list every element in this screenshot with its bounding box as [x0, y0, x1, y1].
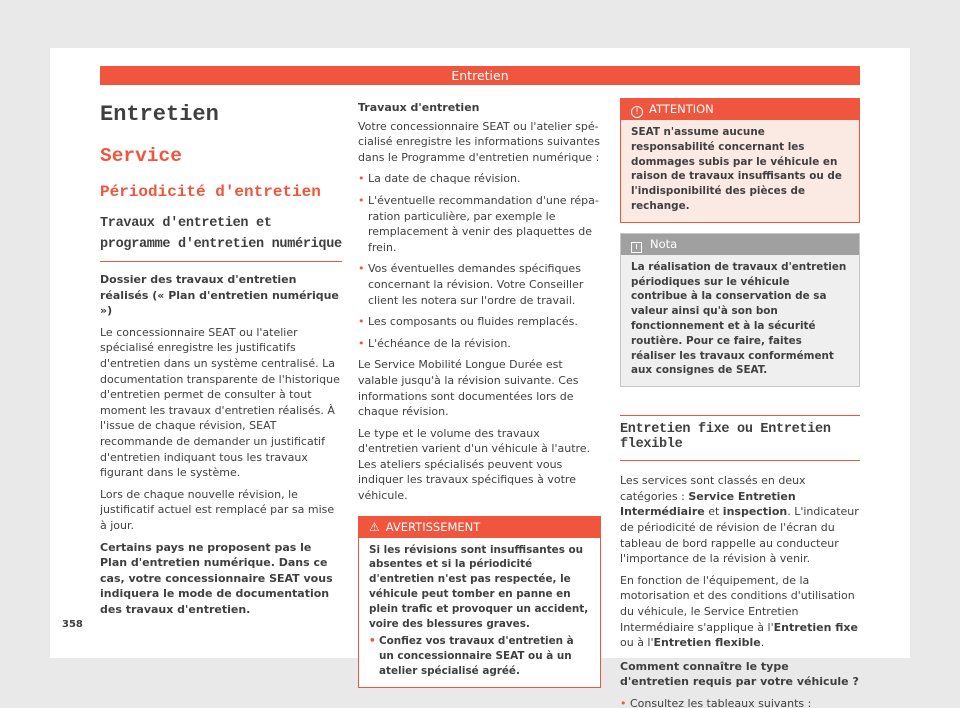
subheading-dossier: Dossier des travaux d'entretien réalisés (« Plan d'entretien numérique »): [100, 273, 339, 318]
warning-text: Si les révisions sont insuffisantes ou absentes et si la périodicité d'entretien n'est pas respectée, le véhicule peut tomber en panne en plein trafic et provoquer un accident, voire des blessures graves.: [369, 543, 589, 630]
nota-header: [621, 234, 859, 255]
warning-header: [359, 517, 600, 538]
text-run-bold: Service Entretien Intermédiaire: [620, 489, 796, 519]
warning-body: [359, 538, 600, 687]
info-circle-icon: !: [631, 106, 643, 118]
warning-title: AVERTISSEMENT: [385, 519, 481, 534]
nota-box: [620, 233, 860, 387]
text-run-bold: inspection: [722, 505, 788, 519]
attention-body: [621, 120, 859, 222]
list-item: • Vos éventuelles demandes spécifiques concernant la révision. Votre Conseiller client les notera sur l'ordre de travail.: [358, 261, 601, 308]
title-entretien: Entretien: [100, 102, 219, 127]
text-run-bold: Entretien fixe: [773, 620, 858, 634]
attention-text: SEAT n'assume aucune responsabilité concernant les dommages subis par le véhicule en raison de travaux insuffisants ou de l'indisponibilité des pièces de rechange.: [631, 126, 842, 212]
title-rule: [100, 261, 342, 262]
text-run: et: [704, 505, 723, 519]
paragraph-equipement: [620, 573, 860, 651]
title-service: Service: [100, 145, 182, 167]
warning-triangle-icon: ⚠: [369, 519, 380, 534]
text-run: ou à l': [620, 636, 654, 650]
title-periodicite: Périodicité d'entretien: [100, 183, 321, 201]
attention-header: [621, 99, 859, 120]
section-heading: Entretien fixe ou Entretien flexible: [620, 415, 860, 461]
column-1: [100, 100, 342, 617]
list-item: • L'échéance de la révision.: [358, 336, 601, 352]
subheading-travaux: Travaux d'entretien: [358, 101, 480, 114]
text-run: Les services sont classés en deux catégories :: [620, 474, 806, 503]
title-travaux-programme: Travaux d'entretien et programme d'entretien numérique: [100, 216, 342, 252]
question: Comment connaître le type d'entretien requis par votre véhicule ?: [620, 659, 859, 689]
list-item: • L'éventuelle recommandation d'une réparation particulière, par exemple le remplacement à venir des plaquettes de frein.: [358, 193, 601, 255]
paragraph-3: Certains pays ne proposent pas le Plan d'entretien numérique. Dans ce cas, votre concessionnaire SEAT vous indiquera le mode de documentation des travaux d'entretien.: [100, 540, 333, 616]
list-item: • La date de chaque révision.: [358, 171, 601, 187]
text-run-bold: Entretien flexible: [653, 636, 761, 650]
paragraph-intro: Votre concessionnaire SEAT ou l'atelier spécialisé enregistre les informations suivantes dans le Programme d'entretien numérique :: [358, 119, 600, 164]
text-run: En fonction de l'équipement, de la motorisation et des conditions d'utilisation du véhicule, le Service Entretien Intermédiaire s'applique à l': [620, 573, 855, 634]
paragraph-mobilite: Le Service Mobilité Longue Durée est valable jusqu'à la révision suivante. Ces informations sont documentées lors de chaque révision.: [358, 358, 579, 419]
paragraph-categories: [620, 473, 860, 567]
page-number: 358: [62, 619, 83, 630]
list-item: • Consultez les tableaux suivants :: [620, 696, 860, 708]
warning-item: • Confiez vos travaux d'entretien à un concessionnaire SEAT ou à un atelier spécialisé agréé.: [369, 634, 590, 678]
nota-title: Nota: [650, 236, 678, 251]
nota-text: La réalisation de travaux d'entretien périodiques sur le véhicule contribue à la conservation de sa valeur ainsi qu'à son bon fonctionnement et à la sécurité routière. Pour ce faire, faites réaliser les travaux conformément aux consignes de SEAT.: [631, 260, 847, 377]
list-item: • Les composants ou fluides remplacés.: [358, 314, 601, 330]
page-header: Entretien: [100, 66, 860, 85]
column-2: [358, 100, 601, 688]
attention-title: ATTENTION: [649, 102, 714, 116]
info-square-icon: i: [631, 242, 642, 253]
column-3: [620, 98, 860, 708]
paragraph-type: Le type et le volume des travaux d'entretien varient d'un véhicule à l'autre. Les ateliers spécialisés peuvent vous indiquer les travaux spécifiques à votre véhicule.: [358, 426, 591, 503]
text-run: . L'indicateur de périodicité de révision de l'écran du tableau de bord rappelle au conducteur l'importance de la révision à venir.: [620, 505, 859, 566]
info-list: [358, 171, 601, 351]
nota-body: [621, 255, 859, 386]
attention-box: [620, 98, 860, 223]
warning-box: [358, 516, 601, 688]
text-run: .: [760, 636, 765, 650]
paragraph-2: Lors de chaque nouvelle révision, le justificatif actuel est remplacé par sa mise à jour.: [100, 487, 335, 532]
paragraph-1: Le concessionnaire SEAT ou l'atelier spécialisé enregistre les justificatifs d'entretien dans un système centralisé. La documentation transparente de l'historique d'entretien permet de consulter à tout moment les travaux d'entretien réalisés. À l'issue de chaque révision, SEAT recommande de demander un justificatif d'entretien indiquant tous les travaux figurant dans le système.: [100, 325, 340, 480]
